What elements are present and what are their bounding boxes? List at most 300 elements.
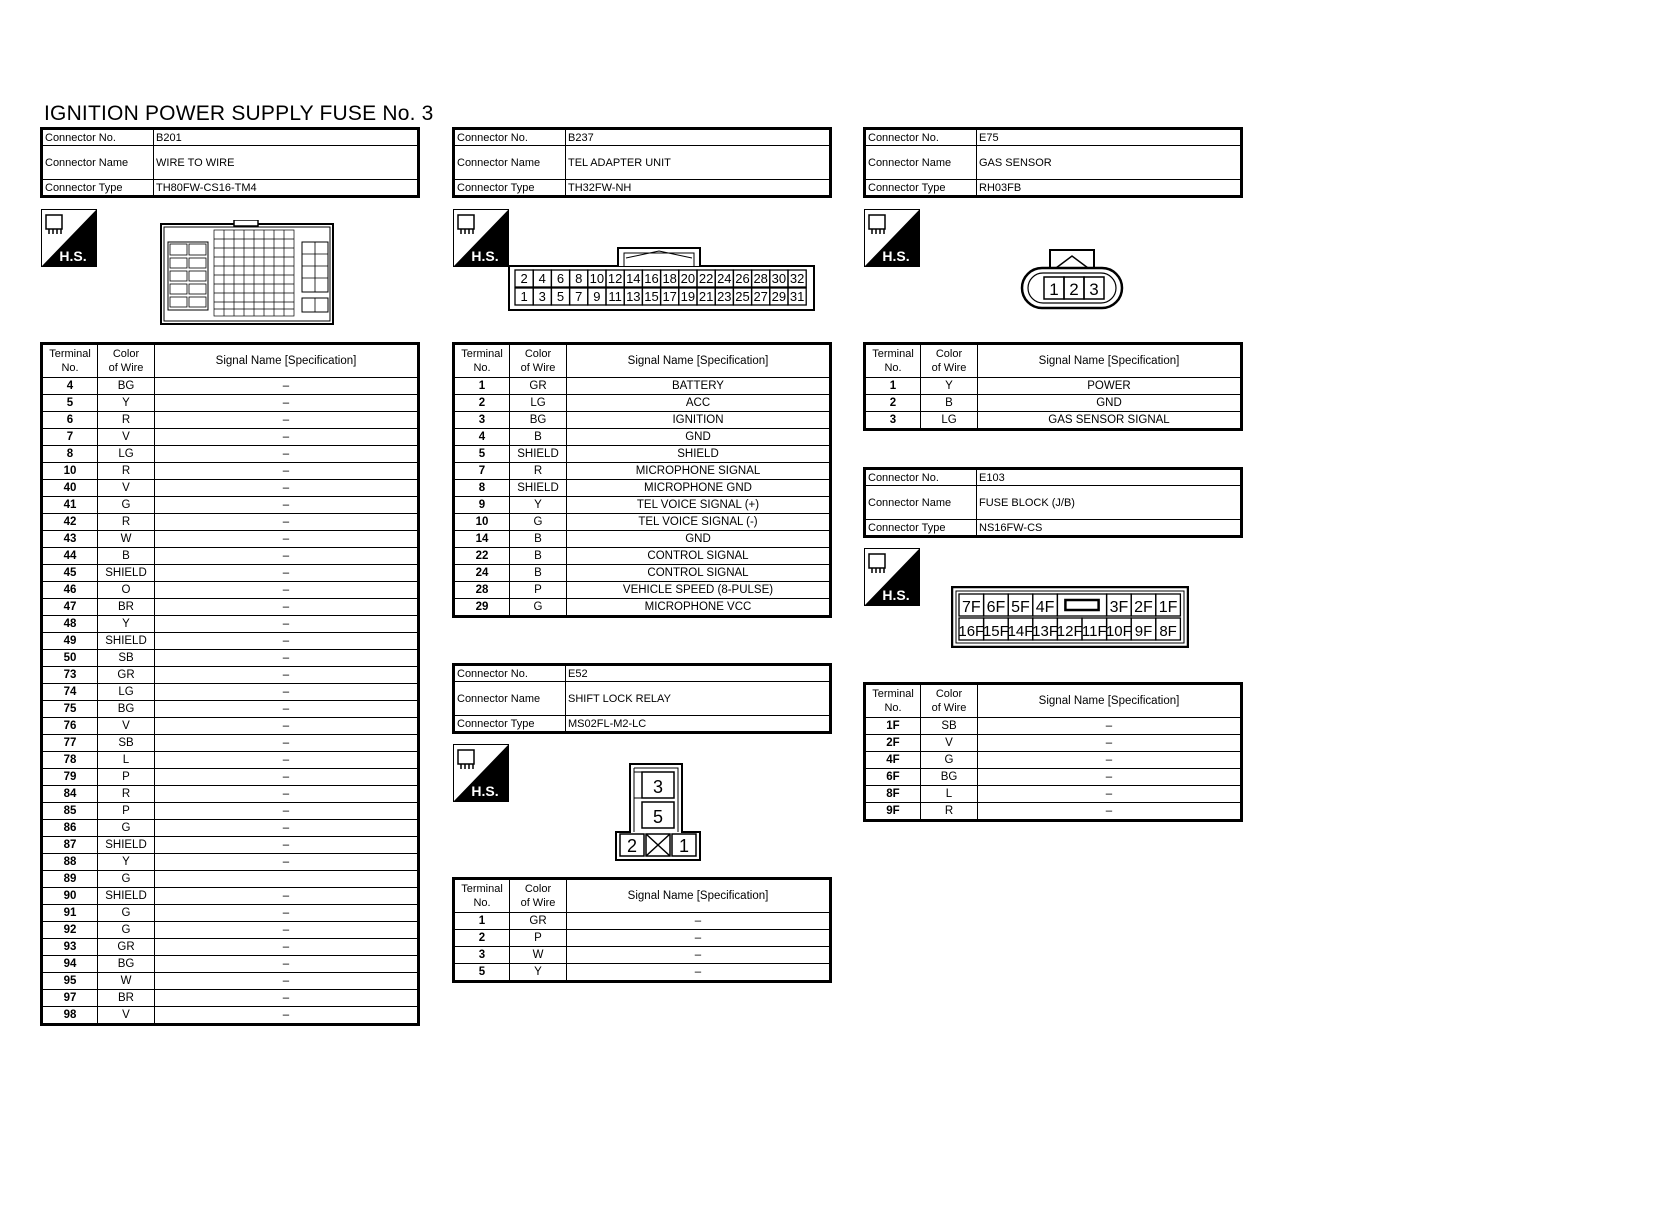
- terminal-cell: 88: [42, 854, 98, 871]
- signal-cell: –: [978, 718, 1242, 735]
- pin-label: 15: [644, 289, 659, 304]
- signal-cell: VEHICLE SPEED (8-PULSE): [567, 582, 831, 599]
- table-row: [454, 497, 831, 514]
- wire-color-cell: G: [98, 497, 155, 514]
- table-row: [42, 684, 419, 701]
- terminal-cell: 8: [454, 480, 510, 497]
- wire-color-cell: B: [510, 548, 567, 565]
- pin-label: 3F: [1109, 599, 1129, 616]
- wire-color-cell: G: [510, 514, 567, 531]
- color-header: Color of Wire: [510, 879, 567, 913]
- table-row: [42, 922, 419, 939]
- connector-no-label: Connector No.: [42, 129, 154, 146]
- signal-cell: –: [155, 854, 419, 871]
- table-row: [42, 735, 419, 752]
- wire-color-cell: Y: [98, 395, 155, 412]
- terminal-cell: 92: [42, 922, 98, 939]
- wire-color-cell: G: [98, 922, 155, 939]
- signal-cell: –: [978, 786, 1242, 803]
- table-row: [42, 973, 419, 990]
- wire-color-cell: P: [98, 769, 155, 786]
- wire-color-cell: G: [921, 752, 978, 769]
- pin-grid-b237: [515, 270, 806, 305]
- signal-cell: –: [155, 905, 419, 922]
- pin-label: 31: [789, 289, 805, 304]
- connector-face-e52: [614, 762, 704, 867]
- connector-type-value: TH80FW-CS16-TM4: [154, 180, 419, 197]
- wire-color-cell: P: [98, 803, 155, 820]
- pin-label: 2: [1069, 280, 1079, 299]
- connector-no-label: Connector No.: [865, 469, 977, 486]
- pin-label: 3: [1089, 280, 1099, 299]
- wire-color-cell: G: [98, 905, 155, 922]
- terminal-cell: 29: [454, 599, 510, 617]
- signal-cell: MICROPHONE VCC: [567, 599, 831, 617]
- wire-color-cell: GR: [510, 378, 567, 395]
- signal-cell: ACC: [567, 395, 831, 412]
- table-row: [42, 582, 419, 599]
- terminal-cell: 79: [42, 769, 98, 786]
- terminal-cell: 84: [42, 786, 98, 803]
- wire-color-cell: LG: [921, 412, 978, 430]
- terminal-cell: 1: [454, 378, 510, 395]
- signal-cell: –: [978, 735, 1242, 752]
- connector-name-value: WIRE TO WIRE: [154, 146, 419, 180]
- terminal-cell: 45: [42, 565, 98, 582]
- table-row: [42, 531, 419, 548]
- pin-label: 29: [771, 289, 787, 304]
- pin-label: 11F: [1081, 623, 1107, 640]
- hs-badge-label: H.S.: [471, 248, 499, 264]
- pin-label: 1: [520, 289, 528, 304]
- table-row: [42, 854, 419, 871]
- terminal-cell: 48: [42, 616, 98, 633]
- pin-label: 26: [735, 271, 750, 286]
- table-row: [42, 514, 419, 531]
- terminal-cell: 7: [454, 463, 510, 480]
- connector-info-b237: [452, 127, 832, 198]
- terminal-cell: 91: [42, 905, 98, 922]
- hs-badge-label: H.S.: [471, 783, 499, 799]
- terminal-cell: 22: [454, 548, 510, 565]
- table-row: [454, 531, 831, 548]
- connector-name-value: TEL ADAPTER UNIT: [566, 146, 831, 180]
- wire-color-cell: LG: [98, 446, 155, 463]
- pin-label: 6: [556, 271, 565, 286]
- table-row: [42, 412, 419, 429]
- wire-color-cell: W: [510, 947, 567, 964]
- terminal-cell: 73: [42, 667, 98, 684]
- signal-header: Signal Name [Specification]: [155, 344, 419, 378]
- hs-badge-icon: [453, 744, 509, 802]
- terminal-cell: 78: [42, 752, 98, 769]
- signal-cell: –: [155, 820, 419, 837]
- signal-cell: –: [155, 939, 419, 956]
- terminal-cell: 95: [42, 973, 98, 990]
- hs-badge-icon: [864, 209, 920, 267]
- pin-label: 13: [626, 289, 641, 304]
- table-row: [42, 667, 419, 684]
- signal-cell: –: [155, 786, 419, 803]
- wire-color-cell: LG: [510, 395, 567, 412]
- signal-cell: –: [978, 803, 1242, 821]
- terminal-table-b201: [40, 342, 420, 1026]
- terminal-cell: 86: [42, 820, 98, 837]
- hs-badge-icon: [41, 209, 97, 267]
- signal-header: Signal Name [Specification]: [567, 879, 831, 913]
- wire-color-cell: Y: [510, 964, 567, 982]
- table-row: [865, 718, 1242, 735]
- wire-color-cell: B: [510, 531, 567, 548]
- table-row: [42, 939, 419, 956]
- table-row: [42, 395, 419, 412]
- connector-name-label: Connector Name: [865, 486, 977, 520]
- table-row: [42, 565, 419, 582]
- wire-color-cell: L: [98, 752, 155, 769]
- connector-face-b237: [508, 244, 816, 316]
- wire-color-cell: W: [98, 973, 155, 990]
- connector-type-label: Connector Type: [454, 180, 566, 197]
- pin-label: 16F: [958, 623, 985, 640]
- signal-cell: –: [155, 531, 419, 548]
- terminal-cell: 24: [454, 565, 510, 582]
- signal-cell: –: [155, 565, 419, 582]
- signal-cell: GND: [567, 531, 831, 548]
- terminal-cell: 1: [865, 378, 921, 395]
- signal-cell: –: [155, 769, 419, 786]
- table-row: [42, 599, 419, 616]
- terminal-cell: 87: [42, 837, 98, 854]
- signal-cell: SHIELD: [567, 446, 831, 463]
- table-row: [454, 463, 831, 480]
- pin-label: 1: [678, 836, 690, 856]
- terminal-cell: 3: [865, 412, 921, 430]
- terminal-no-header: Terminal No.: [42, 344, 98, 378]
- table-row: [454, 930, 831, 947]
- signal-cell: –: [155, 701, 419, 718]
- connector-info-e52: [452, 663, 832, 734]
- terminal-cell: 97: [42, 990, 98, 1007]
- signal-cell: –: [155, 514, 419, 531]
- wire-color-cell: P: [510, 930, 567, 947]
- terminal-cell: 93: [42, 939, 98, 956]
- signal-cell: –: [567, 913, 831, 930]
- signal-cell: CONTROL SIGNAL: [567, 548, 831, 565]
- table-row: [42, 480, 419, 497]
- signal-cell: –: [155, 650, 419, 667]
- signal-cell: –: [155, 803, 419, 820]
- signal-cell: –: [155, 684, 419, 701]
- connector-info-e103: [863, 467, 1243, 538]
- wire-color-cell: BG: [98, 378, 155, 395]
- connector-no-label: Connector No.: [454, 129, 566, 146]
- signal-cell: –: [155, 837, 419, 854]
- terminal-cell: 94: [42, 956, 98, 973]
- connector-type-label: Connector Type: [454, 716, 566, 733]
- pin-label: 27: [753, 289, 768, 304]
- pin-label: 2: [520, 271, 528, 286]
- table-row: [42, 463, 419, 480]
- pin-label: 9F: [1134, 623, 1153, 640]
- pin-label: 10F: [1105, 623, 1132, 640]
- terminal-cell: 1F: [865, 718, 921, 735]
- terminal-table-e75: [863, 342, 1243, 431]
- signal-cell: GND: [567, 429, 831, 446]
- signal-cell: TEL VOICE SIGNAL (+): [567, 497, 831, 514]
- wire-color-cell: BG: [98, 956, 155, 973]
- pin-label: 7: [575, 289, 583, 304]
- signal-cell: MICROPHONE GND: [567, 480, 831, 497]
- wire-color-cell: BG: [921, 769, 978, 786]
- terminal-table-e103: [863, 682, 1243, 822]
- connector-no-value: E103: [977, 469, 1242, 486]
- wire-color-cell: SHIELD: [98, 888, 155, 905]
- table-row: [865, 786, 1242, 803]
- terminal-cell: 28: [454, 582, 510, 599]
- connector-name-value: FUSE BLOCK (J/B): [977, 486, 1242, 520]
- terminal-cell: 76: [42, 718, 98, 735]
- signal-cell: –: [155, 582, 419, 599]
- wire-color-cell: BR: [98, 990, 155, 1007]
- wire-color-cell: V: [98, 718, 155, 735]
- signal-cell: –: [155, 667, 419, 684]
- wire-color-cell: LG: [98, 684, 155, 701]
- wire-color-cell: Y: [98, 854, 155, 871]
- signal-cell: POWER: [978, 378, 1242, 395]
- terminal-cell: 8F: [865, 786, 921, 803]
- table-row: [454, 599, 831, 617]
- terminal-cell: 50: [42, 650, 98, 667]
- table-row: [42, 769, 419, 786]
- connector-info-b201: [40, 127, 420, 198]
- wire-color-cell: GR: [98, 667, 155, 684]
- pin-label: 14: [626, 271, 641, 286]
- wire-color-cell: V: [921, 735, 978, 752]
- pin-label: 5: [652, 807, 664, 827]
- terminal-no-header: Terminal No.: [865, 684, 921, 718]
- terminal-cell: 1: [454, 913, 510, 930]
- table-row: [865, 395, 1242, 412]
- wire-color-cell: R: [98, 412, 155, 429]
- pin-label: 30: [771, 271, 787, 286]
- table-row: [454, 412, 831, 429]
- pin-label: 19: [680, 289, 696, 304]
- pin-label: 12F: [1056, 623, 1083, 640]
- wire-color-cell: L: [921, 786, 978, 803]
- table-row: [454, 514, 831, 531]
- connector-info-e75: [863, 127, 1243, 198]
- signal-cell: –: [155, 718, 419, 735]
- pin-label: 24: [717, 271, 732, 286]
- wire-color-cell: B: [510, 429, 567, 446]
- wire-color-cell: SB: [98, 650, 155, 667]
- pin-label: 21: [698, 289, 714, 304]
- table-row: [42, 1007, 419, 1025]
- connector-type-value: TH32FW-NH: [566, 180, 831, 197]
- table-row: [454, 378, 831, 395]
- signal-cell: MICROPHONE SIGNAL: [567, 463, 831, 480]
- wire-color-cell: SHIELD: [98, 565, 155, 582]
- connector-face-b201: [160, 220, 335, 331]
- wire-color-cell: B: [921, 395, 978, 412]
- table-row: [42, 990, 419, 1007]
- signal-cell: –: [155, 990, 419, 1007]
- table-row: [454, 913, 831, 930]
- table-row: [865, 378, 1242, 395]
- wire-color-cell: BR: [98, 599, 155, 616]
- pin-label: 5F: [1011, 599, 1030, 616]
- terminal-cell: 6: [42, 412, 98, 429]
- terminal-cell: 7: [42, 429, 98, 446]
- terminal-cell: 2: [454, 395, 510, 412]
- signal-cell: GND: [978, 395, 1242, 412]
- hs-badge-icon: [453, 209, 509, 267]
- signal-cell: –: [155, 480, 419, 497]
- table-row: [42, 446, 419, 463]
- table-row: [42, 616, 419, 633]
- terminal-table-e52: [452, 877, 832, 983]
- pin-label: 5: [556, 289, 565, 304]
- color-header: Color of Wire: [510, 344, 567, 378]
- terminal-cell: 41: [42, 497, 98, 514]
- connector-type-value: RH03FB: [977, 180, 1242, 197]
- terminal-cell: 42: [42, 514, 98, 531]
- wire-color-cell: V: [98, 429, 155, 446]
- terminal-cell: 10: [454, 514, 510, 531]
- terminal-cell: 9: [454, 497, 510, 514]
- table-row: [42, 820, 419, 837]
- terminal-cell: 2: [865, 395, 921, 412]
- signal-header: Signal Name [Specification]: [978, 344, 1242, 378]
- color-header: Color of Wire: [98, 344, 155, 378]
- terminal-cell: 2: [454, 930, 510, 947]
- pin-label: 7F: [961, 599, 981, 616]
- signal-cell: TEL VOICE SIGNAL (-): [567, 514, 831, 531]
- signal-cell: –: [155, 446, 419, 463]
- pin-label: 10: [589, 271, 605, 286]
- connector-type-label: Connector Type: [42, 180, 154, 197]
- connector-name-label: Connector Name: [865, 146, 977, 180]
- signal-cell: –: [155, 548, 419, 565]
- terminal-cell: 9F: [865, 803, 921, 821]
- terminal-cell: 43: [42, 531, 98, 548]
- signal-cell: GAS SENSOR SIGNAL: [978, 412, 1242, 430]
- signal-cell: –: [155, 378, 419, 395]
- wire-color-cell: R: [98, 786, 155, 803]
- table-row: [454, 565, 831, 582]
- terminal-cell: 49: [42, 633, 98, 650]
- wire-color-cell: V: [98, 480, 155, 497]
- terminal-cell: 3: [454, 947, 510, 964]
- hs-badge-label: H.S.: [882, 248, 910, 264]
- terminal-cell: 14: [454, 531, 510, 548]
- pin-label: 2: [626, 836, 638, 856]
- terminal-cell: 89: [42, 871, 98, 888]
- terminal-cell: 3: [454, 412, 510, 429]
- wire-color-cell: G: [510, 599, 567, 617]
- pin-label: 8: [575, 271, 583, 286]
- connector-no-value: B237: [566, 129, 831, 146]
- signal-cell: –: [155, 633, 419, 650]
- pin-label: 25: [735, 289, 750, 304]
- terminal-no-header: Terminal No.: [454, 879, 510, 913]
- terminal-cell: 4F: [865, 752, 921, 769]
- wire-color-cell: SHIELD: [98, 633, 155, 650]
- wire-color-cell: SB: [921, 718, 978, 735]
- signal-cell: –: [155, 497, 419, 514]
- connector-type-value: NS16FW-CS: [977, 520, 1242, 537]
- connector-type-label: Connector Type: [865, 180, 977, 197]
- terminal-cell: 6F: [865, 769, 921, 786]
- terminal-cell: 8: [42, 446, 98, 463]
- signal-cell: –: [155, 735, 419, 752]
- table-row: [42, 871, 419, 888]
- table-row: [42, 803, 419, 820]
- wire-color-cell: B: [98, 548, 155, 565]
- table-row: [42, 429, 419, 446]
- signal-cell: –: [155, 1007, 419, 1025]
- table-row: [454, 446, 831, 463]
- table-row: [42, 905, 419, 922]
- terminal-no-header: Terminal No.: [454, 344, 510, 378]
- wire-color-cell: V: [98, 1007, 155, 1025]
- wire-color-cell: Y: [510, 497, 567, 514]
- table-row: [454, 548, 831, 565]
- signal-cell: –: [155, 412, 419, 429]
- table-row: [865, 803, 1242, 821]
- connector-name-label: Connector Name: [42, 146, 154, 180]
- terminal-no-header: Terminal No.: [865, 344, 921, 378]
- terminal-cell: 47: [42, 599, 98, 616]
- connector-no-value: E52: [566, 665, 831, 682]
- table-row: [42, 701, 419, 718]
- signal-header: Signal Name [Specification]: [567, 344, 831, 378]
- color-header: Color of Wire: [921, 684, 978, 718]
- terminal-cell: 5: [42, 395, 98, 412]
- signal-cell: BATTERY: [567, 378, 831, 395]
- connector-no-label: Connector No.: [865, 129, 977, 146]
- wire-color-cell: G: [98, 871, 155, 888]
- pin-label: 1: [1049, 280, 1059, 299]
- signal-cell: –: [155, 956, 419, 973]
- table-row: [865, 769, 1242, 786]
- color-header: Color of Wire: [921, 344, 978, 378]
- signal-cell: [155, 871, 419, 888]
- wire-color-cell: P: [510, 582, 567, 599]
- terminal-cell: 77: [42, 735, 98, 752]
- pin-label: 22: [698, 271, 714, 286]
- terminal-cell: 5: [454, 446, 510, 463]
- hs-badge-label: H.S.: [59, 248, 87, 264]
- pin-label: 18: [662, 271, 677, 286]
- pin-label: 3: [652, 777, 664, 797]
- signal-cell: IGNITION: [567, 412, 831, 429]
- signal-cell: CONTROL SIGNAL: [567, 565, 831, 582]
- table-row: [454, 964, 831, 982]
- terminal-cell: 5: [454, 964, 510, 982]
- wire-color-cell: B: [510, 565, 567, 582]
- connector-no-value: B201: [154, 129, 419, 146]
- terminal-cell: 44: [42, 548, 98, 565]
- terminal-cell: 46: [42, 582, 98, 599]
- signal-cell: –: [978, 769, 1242, 786]
- signal-cell: –: [155, 599, 419, 616]
- terminal-cell: 40: [42, 480, 98, 497]
- terminal-cell: 98: [42, 1007, 98, 1025]
- table-row: [865, 752, 1242, 769]
- wire-color-cell: SHIELD: [98, 837, 155, 854]
- pin-label: 20: [680, 271, 696, 286]
